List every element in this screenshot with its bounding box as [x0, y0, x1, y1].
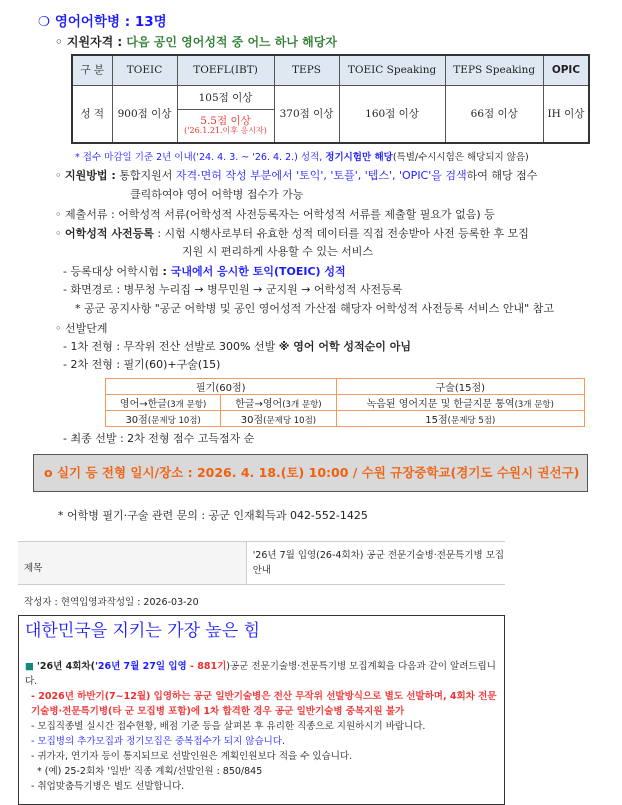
written-en-ko-points — [106, 411, 221, 427]
note-emphasis: 정기시험만 해당 — [325, 152, 393, 163]
inquiry: * 어학병 필기·구술 관련 문의 : 공군 인재획득과 042-552-1425 — [58, 509, 368, 522]
o1p: 15점 — [425, 415, 448, 426]
w2: 한글→영어 — [235, 399, 283, 410]
o1ps: (문제당 5점) — [447, 416, 496, 426]
o1s: (3개 문항) — [514, 400, 554, 410]
selection-label: ◦ 선발단계 — [55, 322, 108, 335]
square-bullet-icon: ■ — [25, 661, 34, 672]
score-table — [71, 54, 590, 144]
toeic-speaking-score: 160점 이상 — [339, 85, 445, 143]
intro-class: - 881기 — [186, 661, 227, 672]
toefl-new-score-note: ('26.1.21.이후 응시자) — [184, 126, 267, 136]
section-title — [38, 10, 167, 30]
toefl-score: 105점 이상 — [177, 85, 274, 110]
w2p: 30점 — [240, 415, 264, 426]
post-subject-row — [18, 541, 505, 585]
method-highlight: 자격·면허 작성 부분에서 '토익', '토플', '텝스', 'OPIC'을 검색 — [175, 169, 467, 182]
note-exception: (특별/수시시험은 해당되지 않음) — [392, 152, 529, 163]
selection-final: - 최종 선발 : 2차 전형 점수 고득점자 순 — [63, 432, 255, 445]
screen-path: - 화면경로 : 병무청 누리집 → 병무민원 → 군지원 → 어학성적 사전등록 — [63, 283, 403, 296]
intro — [25, 659, 498, 689]
post-body — [18, 615, 505, 805]
qualification-label: 지원자격 : — [66, 35, 123, 49]
subject-label: 제목 — [18, 542, 247, 584]
preregister-label: 어학성적 사전등록 — [65, 227, 154, 240]
w2s: (3개 문항) — [282, 400, 322, 410]
preregister-text: : 시험 시행사로부터 유효한 성적 데이터를 직접 전송받아 사전 등록한 후 모집 — [153, 227, 529, 240]
line-4: * (예) 25-2회차 '일반' 직종 계획/선발인원 : 850/845 — [37, 766, 263, 777]
header-toeic-speaking: TOEIC Speaking — [339, 55, 445, 85]
schedule-box: o 실기 등 전형 일시/장소 : 2026. 4. 18.(토) 10:00 / 수원 규장중학교(경기도 수원시 권선구) — [33, 454, 588, 492]
target-colon: : — [162, 265, 171, 278]
red-notice: - 2026년 하반기(7~12월) 입영하는 공군 일반기술병은 전산 무작위 선발방식으로 별도 선발하며, 4회차 전문기술병·전문특기병(타 군 모집병 포함)에 1차 합격한 경우 공군 일반기술병 중복지원 불가 — [31, 691, 497, 717]
w1s: (3개 문항) — [166, 400, 207, 410]
qualification-text: 다음 공인 영어성적 중 어느 하나 해당자 — [126, 35, 337, 49]
written-ko-en — [221, 395, 336, 411]
written-header: 필기(60점) — [106, 379, 337, 395]
header-teps-speaking: TEPS Speaking — [445, 55, 543, 85]
o1: 녹음된 영어지문 및 한글지문 통역 — [366, 399, 515, 410]
header-opic: OPIC — [543, 55, 589, 85]
first-note: ※ 영어 어학 성적순이 아님 — [278, 340, 412, 353]
section-title-text: 영어어학병 : 13명 — [54, 14, 167, 30]
documents: ◦ 제출서류 : 어학성적 서류(어학성적 사전등록자는 어학성적 서류를 제출할 필요가 없음) 등 — [55, 208, 495, 221]
header-toeic: TOEIC — [112, 55, 177, 85]
row-label: 성 적 — [72, 85, 112, 143]
header-teps: TEPS — [274, 55, 339, 85]
target-exam — [63, 263, 346, 279]
line-5: - 취업맞춤특기병은 별도 선발합니다. — [31, 781, 185, 792]
first-text: - 1차 전형 : 무작위 전산 선발로 300% 선발 — [63, 340, 279, 353]
header-category: 구 분 — [72, 55, 112, 85]
written-ko-en-points — [221, 411, 336, 427]
toefl-new-score — [177, 110, 274, 143]
method-label: 지원방법 : — [65, 169, 116, 182]
oral-interpret — [336, 395, 584, 411]
apply-method: ◦ 지원방법 : 통합지원서 자격·면허 작성 부분에서 '토익', '토플', '텝스', 'OPIC'을 검색하여 해당 점수 — [55, 169, 538, 182]
subject-value: '26년 7월 입영(26-4회차) 공군 전문기술병·전문특기병 모집안내 — [252, 550, 505, 576]
teps-speaking-score: 66점 이상 — [445, 85, 543, 143]
selection-second: - 2차 전형 : 필기(60)+구술(15) — [63, 358, 221, 371]
line-3: - 귀가자, 연기자 등이 통지되므로 선발인원은 계획인원보다 적을 수 있습니다. — [31, 751, 353, 762]
w2ps: (문제당 10점) — [263, 416, 317, 426]
method-text: 통합지원서 — [119, 169, 176, 182]
toefl-new-score-value: 5.5점 이상 — [200, 114, 251, 127]
header-toefl: TOEFL(IBT) — [177, 55, 274, 85]
oral-points — [336, 411, 584, 427]
method-line2: 클릭하여야 영어 어학병 접수가 가능 — [130, 188, 304, 201]
body-heading: 대한민국을 지키는 가장 높은 힘 — [25, 621, 261, 641]
intro-d: )공군 전문기술병·전문특기병 모집계획을 다음과 같이 알려드립니다. — [25, 661, 496, 687]
toeic-score: 900점 이상 — [112, 85, 177, 143]
target-label: - 등록대상 어학시험 — [63, 265, 163, 278]
circle-bullet-icon: ❍ — [38, 14, 51, 30]
teps-score: 370점 이상 — [274, 85, 339, 143]
w1p: 30점 — [125, 415, 148, 426]
line-2: - 모집병의 추가모집과 정기모집은 중복접수가 되지 않습니다. — [31, 736, 285, 747]
preregister: ◦ 어학성적 사전등록 : 시험 시행사로부터 유효한 성적 데이터를 직접 전송받아 사전 등록한 후 모집 — [55, 227, 529, 240]
qualification: ◦ 지원자격 : 다음 공인 영어성적 중 어느 하나 해당자 — [55, 35, 337, 49]
method-text-end: 하여 해당 점수 — [466, 169, 538, 182]
author-line: 작성자 : 현역입영과작성일 : 2026-03-20 — [24, 597, 199, 608]
selection-table — [105, 378, 585, 427]
line-1: - 모집직종별 실시간 접수현황, 배점 기준 등을 살펴본 후 유리한 직종으로 지원하시기 바랍니다. — [31, 721, 426, 732]
documents-text: 제출서류 : 어학성적 서류(어학성적 사전등록자는 어학성적 서류를 제출할 필요가 없음) 등 — [65, 208, 495, 221]
selection-first — [63, 338, 411, 354]
written-en-ko — [106, 395, 221, 411]
selection-label-text: 선발단계 — [65, 322, 108, 335]
target-value: 국내에서 응시한 토익(TOEIC) 성적 — [170, 265, 346, 278]
preregister-line2: 지원 시 편리하게 사용할 수 있는 서비스 — [182, 245, 373, 258]
w1: 영어→한글 — [119, 399, 167, 410]
intro-a: '26년 4회차( — [37, 661, 95, 672]
opic-score: IH 이상 — [543, 85, 589, 143]
oral-header: 구술(15점) — [336, 379, 584, 395]
w1ps: (문제당 10점) — [147, 416, 201, 426]
intro-date: '26년 7월 27일 입영 — [94, 661, 187, 672]
notice-reference: * 공군 공지사항 "공군 어학병 및 공인 영어성적 가산점 해당자 어학성적 사전등록 서비스 안내" 참고 — [75, 302, 554, 315]
note-text: * 접수 마감일 기준 2년 이내('24. 4. 3. ~ '26. 4. 2.) 성적, — [75, 152, 326, 163]
score-period-note — [75, 149, 529, 163]
